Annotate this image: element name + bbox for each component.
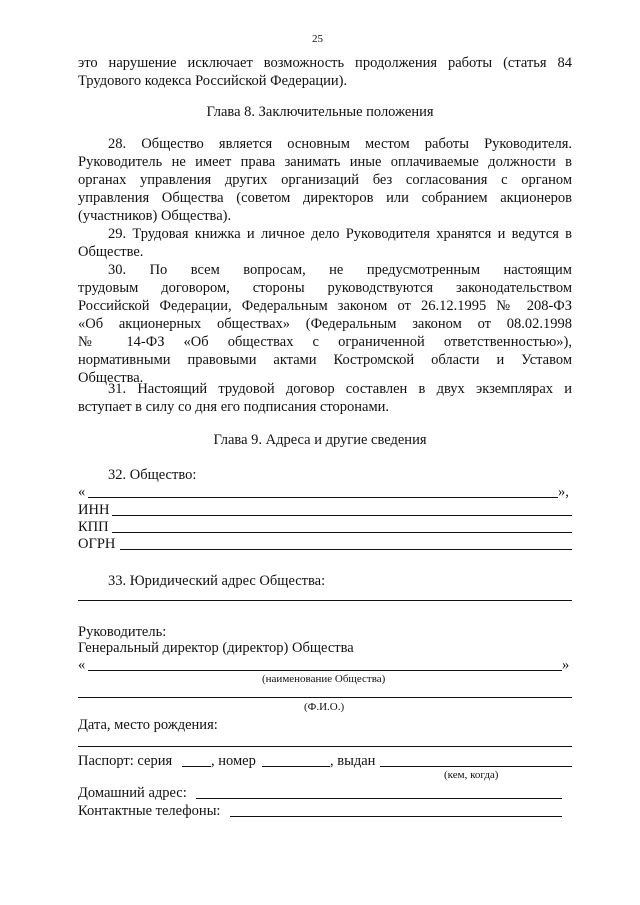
head-label: Руководитель: [78,624,167,640]
passport-series-label: Паспорт: серия [78,753,173,769]
birth-label: Дата, место рождения: [78,717,218,733]
item-33-label: 33. Юридический адрес Общества: [108,573,326,589]
page-number: 25 [312,33,323,45]
kpp-line[interactable] [112,532,572,533]
chapter-9-title: Глава 9. Адреса и другие сведения [213,432,427,448]
inn-label: ИНН [78,502,110,518]
p29-line-1: 29. Трудовая книжка и личное дело Руководителя хранятся и ведутся в [108,226,572,242]
chapter-8-title: Глава 8. Заключительные положения [206,104,434,120]
p30-line-7: Общества. [78,370,144,386]
head-position: Генеральный директор (директор) Общества [78,640,354,656]
fio-line[interactable] [78,697,572,698]
p28-line-4: управления Общества (советом директоров или собранием акционеров [78,190,572,206]
p28-line-5: (участников) Общества). [78,208,232,224]
passport-series-line[interactable] [182,766,211,767]
home-address-label: Домашний адрес: [78,785,187,801]
item-32-label: 32. Общество: [108,467,197,483]
company-name-line[interactable] [88,497,558,498]
passport-issued-label: , выдан [330,753,376,769]
legal-address-line[interactable] [78,600,572,601]
p29-line-2: Обществе. [78,244,144,260]
ogrn-line[interactable] [120,549,572,550]
ogrn-label: ОГРН [78,536,116,552]
org-name-line[interactable] [88,670,562,671]
passport-number-label: , номер [211,753,256,769]
p28-line-1: 28. Общество является основным местом работы Руководителя. [108,136,572,152]
home-address-line[interactable] [196,798,562,799]
p28-line-2: Руководитель не имеет права занимать иные оплачиваемые должности в [78,154,572,170]
p30-line-1: 30. По всем вопросам, не предусмотренным настоящим [108,262,572,278]
intro-line-1: это нарушение исключает возможность продолжения работы (статья 84 [78,55,572,71]
p30-line-6: нормативными правовыми актами Костромской области и Уставом [78,352,572,368]
org-name-caption: (наименование Общества) [262,673,386,685]
quote-close: », [558,484,569,500]
quote-close-2: » [562,657,570,673]
birth-line[interactable] [78,746,572,747]
quote-open: « [78,484,86,500]
passport-number-line[interactable] [262,766,330,767]
p28-line-3: органах управления других организаций без согласования с органом [78,172,572,188]
fio-caption: (Ф.И.О.) [304,701,345,713]
p31-line-2: вступает в силу со дня его подписания сторонами. [78,399,390,415]
p30-line-3: Российской Федерации, Федеральным законом от 26.12.1995 № 208-ФЗ [78,298,572,314]
p30-line-4: «Об акционерных обществах» (Федеральным законом от 08.02.1998 [78,316,572,332]
phones-label: Контактные телефоны: [78,803,221,819]
issued-caption: (кем, когда) [444,769,499,781]
quote-open-2: « [78,657,86,673]
phones-line[interactable] [230,816,562,817]
p30-line-2: трудовым договором, стороны руководствуются законодательством [78,280,572,296]
p31-line-1: 31. Настоящий трудовой договор составлен в двух экземплярах и [108,381,572,397]
p30-line-5: № 14-ФЗ «Об обществах с ограниченной ответственностью»), [78,334,572,350]
inn-line[interactable] [112,515,572,516]
intro-line-2: Трудового кодекса Российской Федерации). [78,73,348,89]
kpp-label: КПП [78,519,109,535]
passport-issued-line[interactable] [380,766,572,767]
